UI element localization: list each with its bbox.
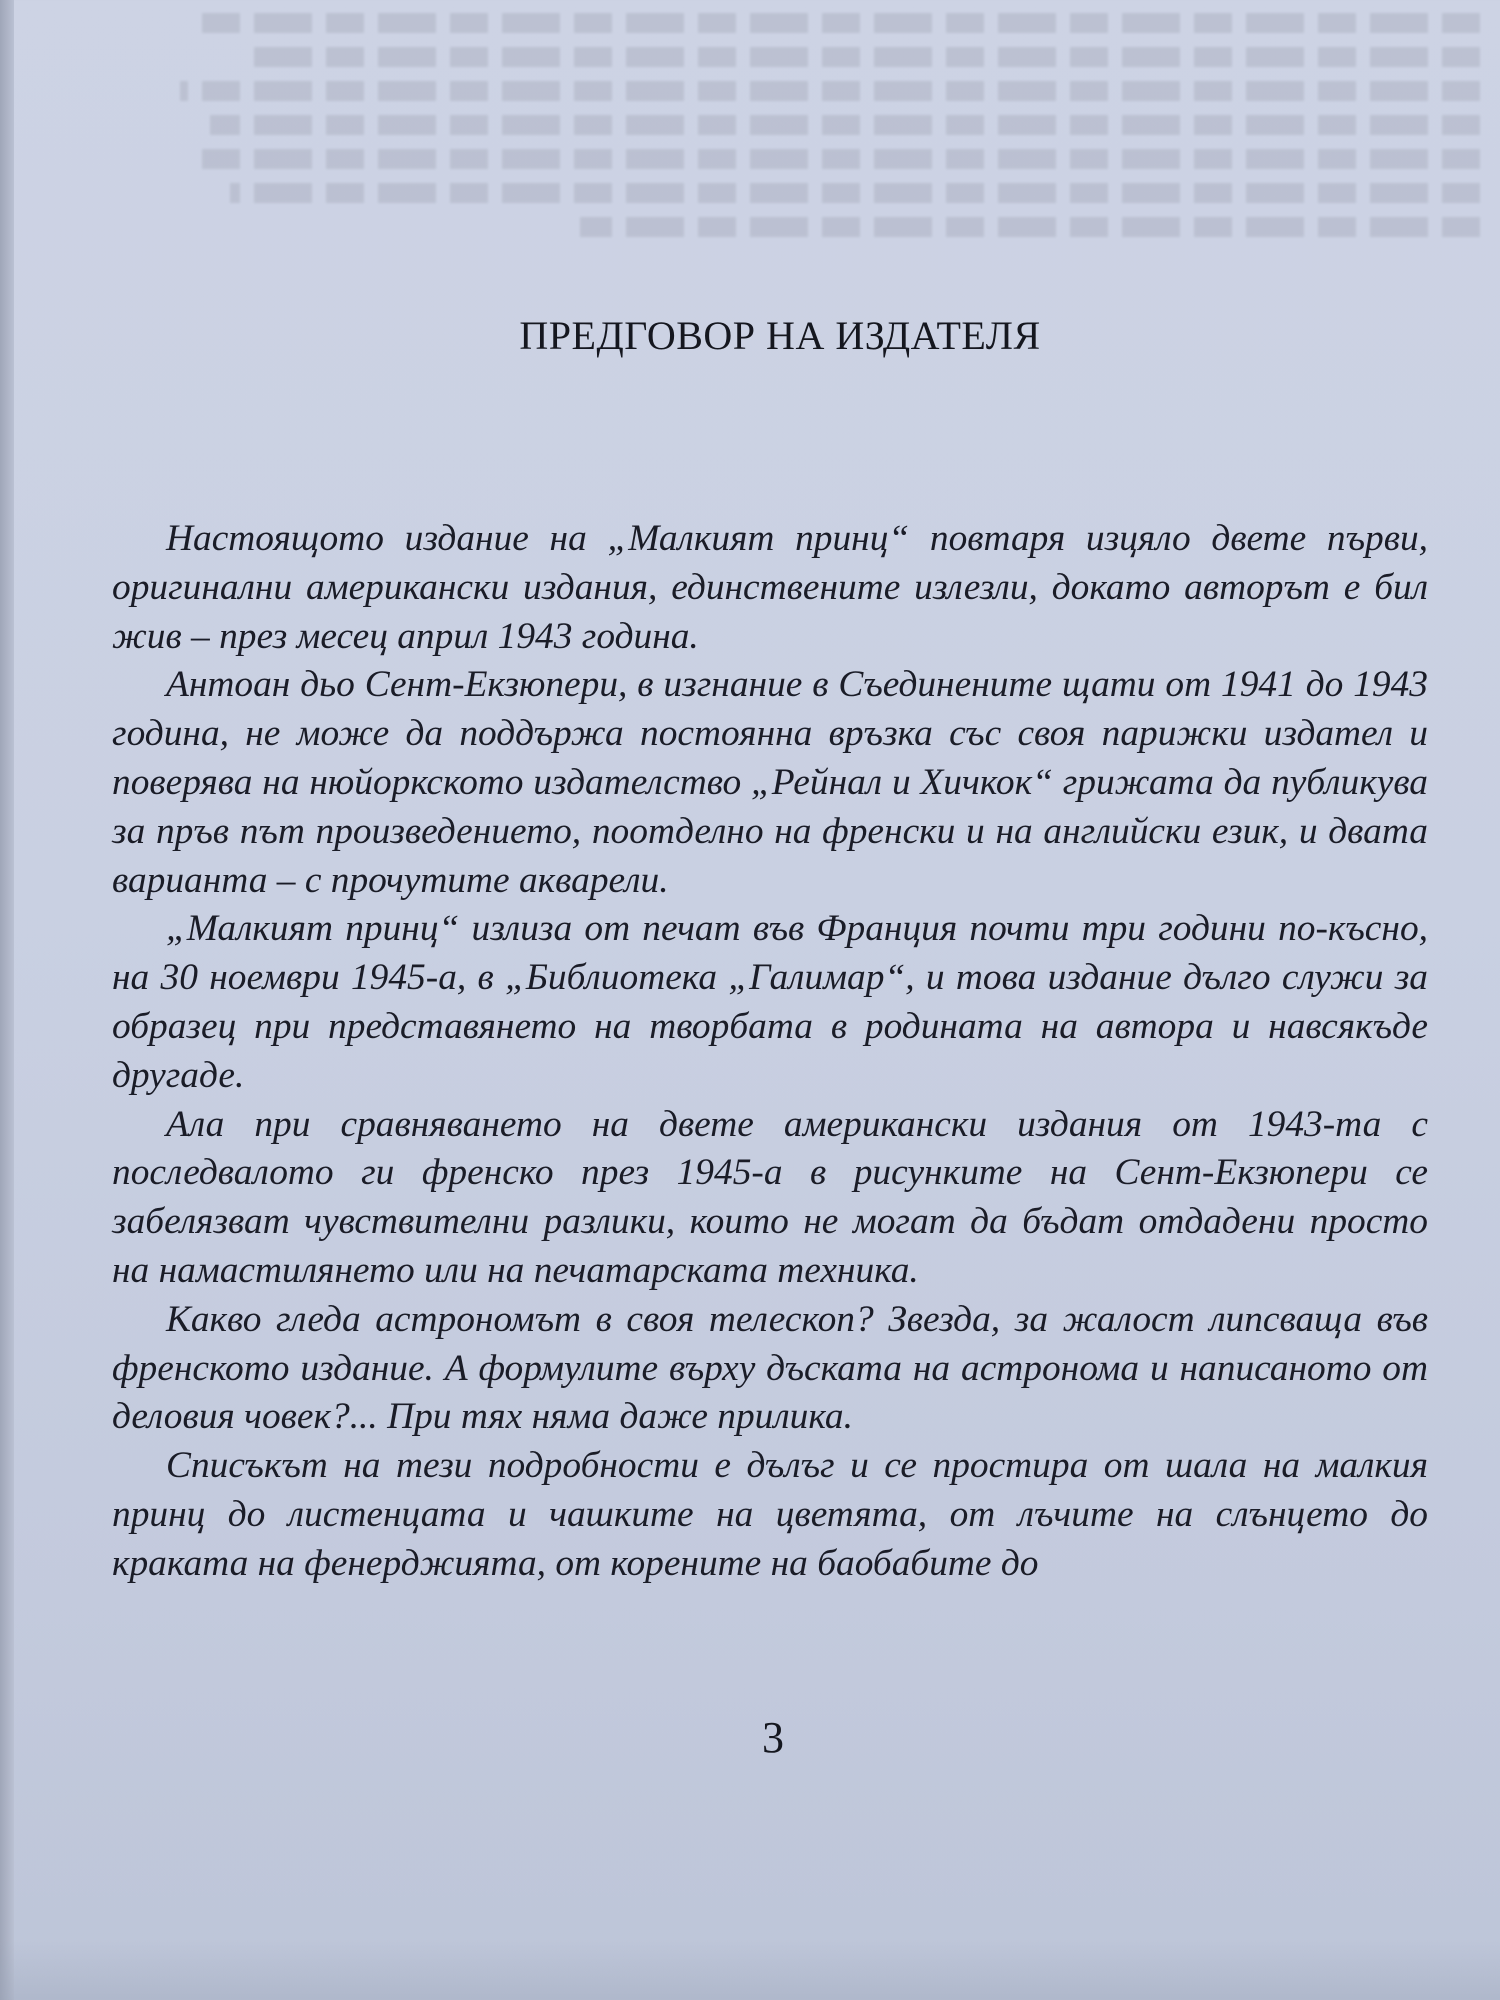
preface-body	[112, 515, 1428, 1589]
page-binding-edge	[0, 0, 14, 2000]
paragraph: Настоящото издание на „Малкият принц“ повтаря изцяло двете първи, оригинални американски издания, единствените излезли, докато авторът е бил жив – през месец април 1943 година.	[112, 518, 1428, 657]
paragraph: Антоан дьо Сент-Екзюпери, в изгнание в Съединените щати от 1941 до 1943 година, не може да поддържа постоянна връзка със своя парижки издател и поверява на нюйоркското издателство „Рейнал и Хичкок“ грижата да публикува за пръв път произведението, поотделно на френски и на английски език, и двата варианта – с прочутите акварели.	[112, 664, 1428, 901]
paragraph: „Малкият принц“ излиза от печат във Франция почти три години по-късно, на 30 ноември 1945-а, в „Библиотека „Галимар“, и това издание дълго служи за образец при представянето на творбата в родината на автора и навсякъде другаде.	[112, 908, 1428, 1096]
paragraph: Ала при сравняването на двете американски издания от 1943-та с последвалото ги френско през 1945-а в рисунките на Сент-Екзюпери се забелязват чувствителни разлики, които не могат да бъдат отдадени просто на намастилянето или на печатарската техника.	[112, 1103, 1428, 1291]
page-title: ПРЕДГОВОР НА ИЗДАТЕЛЯ	[519, 313, 1041, 358]
paragraph: Списъкът на тези подробности е дълъг и се простира от шала на малкия принц до листенцата и чашките на цветята, от лъчите на слънцето до краката на фенерджията, от корените на баобабите до	[112, 1445, 1428, 1584]
page-number: 3	[762, 1713, 784, 1762]
page-bottom-shadow	[0, 1940, 1500, 2000]
paragraph: Какво гледа астрономът в своя телескоп? Звезда, за жалост липсваща във френското издание. А формулите върху дъската на астронома и написаното от деловия човек?... При тях няма даже прилика.	[112, 1298, 1428, 1438]
